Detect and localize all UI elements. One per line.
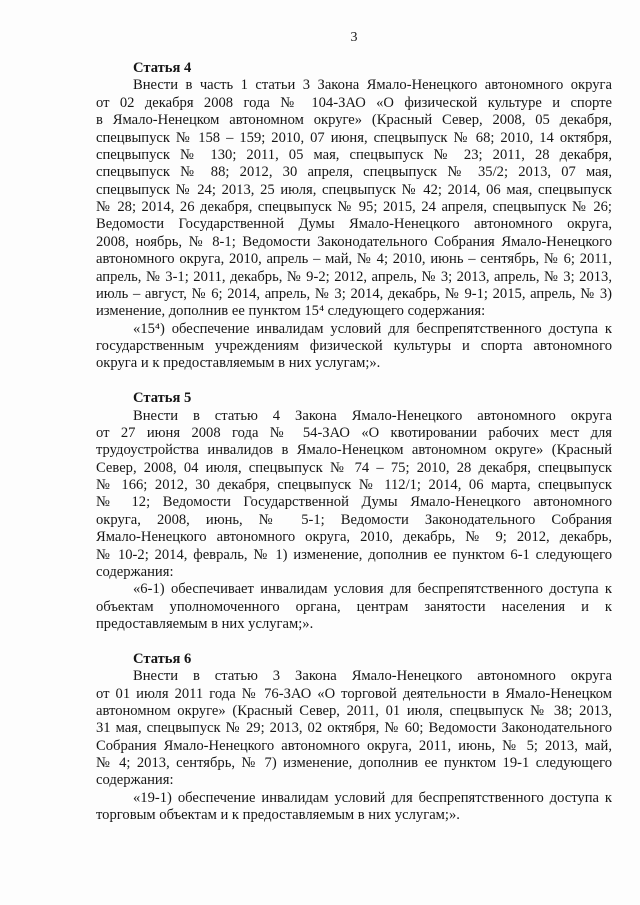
text-line: Ведомости Государственной Думы Ямало-Ненецкого автономного округа, (96, 216, 612, 233)
article-4-section (96, 60, 612, 373)
document-body (96, 60, 612, 825)
text-line: апрель, № 3-1; 2011, декабрь, № 9-2; 2012, апрель, № 3; 2013, апрель, № 3; 2013, (96, 268, 612, 285)
text-line: от 02 декабря 2008 года № 104-ЗАО «О физической культуре и спорте (96, 94, 612, 111)
text-line: Ямало-Ненецкого автономного округа, 2010, декабрь, № 9; 2012, декабрь, (96, 529, 612, 546)
text-line: округа и к предоставляемым в них услугам;». (96, 355, 381, 372)
article-heading: Статья 5 (133, 390, 192, 407)
text-line: № 10-2; 2014, февраль, № 1) изменение, дополнив ее пунктом 6-1 следующего (96, 546, 612, 563)
text-line: в Ямало-Ненецком автономном округе» (Красный Север, 2008, 05 декабря, (96, 112, 612, 129)
page-number: 3 (350, 30, 358, 45)
new-item-paragraph (96, 581, 612, 633)
text-line: «6-1) обеспечивает инвалидам условия для беспрепятственного доступа к (133, 581, 612, 598)
text-line: содержания: (96, 563, 174, 580)
text-line: трудоустройства инвалидов в Ямало-Ненецком автономном округе» (Красный (96, 442, 612, 459)
new-item-paragraph (96, 321, 612, 373)
amendment-paragraph (96, 668, 612, 790)
article-heading: Статья 4 (133, 60, 192, 76)
text-line: спецвыпуск № 130; 2011, 05 мая, спецвыпуск № 23; 2011, 28 декабря, (96, 146, 612, 163)
text-line: торговым объектам и к предоставляемым в них услугам;». (96, 807, 460, 824)
article-heading: Статья 6 (133, 650, 192, 667)
text-line: изменение, дополнив ее пунктом 15⁴ следующего содержания: (96, 303, 486, 320)
article-5-section (96, 390, 612, 633)
text-line: содержания: (96, 772, 174, 789)
article-6-section (96, 651, 612, 825)
text-line: Внести в статью 4 Закона Ямало-Ненецкого автономного округа (133, 407, 612, 424)
text-line: № 28; 2014, 26 декабря, спецвыпуск № 95; 2015, 24 апреля, спецвыпуск № 26; (96, 199, 612, 215)
text-line: государственным учреждениям физической культуры и спорта автономного (96, 338, 612, 354)
text-line: автономного округа, 2010, апрель – май, № 4; 2010, июнь – сентябрь, № 6; 2011, (96, 251, 612, 268)
text-line: 2008, ноябрь, № 8-1; Ведомости Законодательного Собрания Ямало-Ненецкого (96, 233, 612, 250)
new-item-paragraph (96, 790, 612, 825)
text-line: спецвыпуск № 24; 2013, 25 июля, спецвыпуск № 42; 2014, 06 мая, спецвыпуск (96, 181, 612, 198)
text-line: Внести в часть 1 статьи 3 Закона Ямало-Ненецкого автономного округа (133, 77, 612, 94)
text-line: «19-1) обеспечение инвалидам условий для беспрепятственного доступа к (133, 789, 612, 806)
text-line: округа, 2008, июнь, № 5-1; Ведомости Законодательного Собрания (96, 511, 612, 528)
text-line: Север, 2008, 04 июля, спецвыпуск № 74 – 75; 2010, 28 декабря, спецвыпуск (96, 459, 612, 476)
text-line: объектам уполномоченного органа, центрам занятости населения и к (96, 598, 612, 615)
text-line: Внести в статью 3 Закона Ямало-Ненецкого автономного округа (133, 668, 612, 685)
text-line: 31 мая, спецвыпуск № 29; 2013, 02 октября, № 60; Ведомости Законодательного (96, 720, 612, 737)
text-line: автономном округе» (Красный Север, 2011, 01 июля, спецвыпуск № 38; 2013, (96, 702, 612, 719)
amendment-paragraph (96, 77, 612, 320)
text-line: июль – август, № 6; 2014, апрель, № 3; 2014, декабрь, № 9-1; 2015, апрель, № 3) (96, 285, 612, 302)
text-line: от 27 июня 2008 года № 54-ЗАО «О квотировании рабочих мест для (96, 424, 612, 441)
text-line: предоставляемым в них услугам;». (96, 616, 314, 632)
text-line: «15⁴) обеспечение инвалидам условий для беспрепятственного доступа к (133, 320, 612, 337)
text-line: № 166; 2012, 30 декабря, спецвыпуск № 112/1; 2014, 06 марта, спецвыпуск (96, 477, 612, 493)
text-line: от 01 июля 2011 года № 76-ЗАО «О торговой деятельности в Ямало-Ненецком (96, 685, 612, 702)
amendment-paragraph (96, 408, 612, 582)
text-line: спецвыпуск № 88; 2012, 30 апреля, спецвыпуск № 35/2; 2013, 07 мая, (96, 164, 612, 181)
text-line: спецвыпуск № 158 – 159; 2010, 07 июня, спецвыпуск № 68; 2010, 14 октября, (96, 129, 612, 146)
text-line: Собрания Ямало-Ненецкого автономного округа, 2011, июнь, № 5; 2013, май, (96, 737, 612, 754)
text-line: № 4; 2013, сентябрь, № 7) изменение, дополнив ее пунктом 19-1 следующего (96, 755, 612, 771)
text-line: № 12; Ведомости Государственной Думы Ямало-Ненецкого автономного (96, 494, 612, 511)
